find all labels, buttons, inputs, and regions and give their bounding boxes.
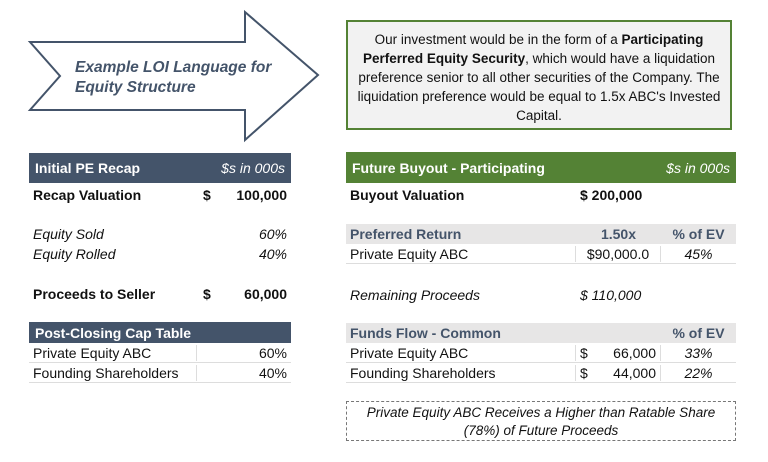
label: Funds Flow - Common <box>350 325 501 341</box>
equity-sold-row <box>29 224 291 244</box>
value: 40% <box>258 246 287 262</box>
loi-callout <box>346 20 732 130</box>
label: Buyout Valuation <box>350 187 465 203</box>
pct-header: % of EV <box>672 226 725 242</box>
callout-text-2: , which would have a liquidation preference senior to all other securities of the Company. The liquidation preference would be equal to 1.5x ABC's Invested Capital. <box>357 51 721 123</box>
currency: $ <box>580 364 588 381</box>
currency: $ <box>203 286 211 302</box>
label: Equity Sold <box>33 226 104 242</box>
header-title: Post-Closing Cap Table <box>35 324 192 341</box>
currency: $ <box>580 344 588 361</box>
table-row <box>346 363 736 383</box>
preferred-return-header <box>346 224 736 244</box>
pct: 33% <box>684 344 713 361</box>
cap-table <box>29 322 291 383</box>
table-row <box>346 244 736 264</box>
label: Equity Rolled <box>33 246 116 262</box>
ratable-share-note: Private Equity ABC Receives a Higher than Ratable Share (78%) of Future Proceeds <box>346 401 736 441</box>
name: Private Equity ABC <box>346 345 576 361</box>
recap-header <box>29 153 291 183</box>
buyout-header <box>346 152 736 183</box>
name: Private Equity ABC <box>29 345 197 361</box>
value: 60% <box>258 226 287 242</box>
future-buyout <box>346 152 736 305</box>
name: Founding Shareholders <box>346 365 576 381</box>
pct: 22% <box>684 364 713 381</box>
arrow-label: Example LOI Language for Equity Structure <box>75 59 272 96</box>
proceeds-row <box>29 284 291 304</box>
cap-table-header <box>29 322 291 343</box>
initial-pe-recap <box>29 153 291 304</box>
funds-flow-header <box>346 323 736 343</box>
header-title: Initial PE Recap <box>35 160 141 176</box>
multiple: 1.50x <box>600 226 637 242</box>
label: Preferred Return <box>350 226 462 242</box>
value: 100,000 <box>236 187 287 203</box>
label: Remaining Proceeds <box>350 287 480 303</box>
units: $s in 000s <box>221 160 285 176</box>
pct: 40% <box>258 364 287 381</box>
buyout-valuation-row <box>346 185 736 205</box>
pct: 45% <box>684 245 713 262</box>
recap-valuation-row <box>29 185 291 205</box>
currency: $ <box>203 187 211 203</box>
value: $ 110,000 <box>580 287 642 303</box>
label: Recap Valuation <box>33 187 142 203</box>
value: 66,000 <box>596 345 661 361</box>
value: 44,000 <box>596 365 661 381</box>
callout-text: Our investment would be in the form of a <box>374 32 622 47</box>
equity-rolled-row <box>29 244 291 264</box>
name: Founding Shareholders <box>29 365 197 381</box>
units: $s in 000s <box>666 159 730 176</box>
callout-bold: Participating Perferred Equity Security <box>363 32 704 66</box>
table-row <box>29 363 291 383</box>
pct-header: % of EV <box>672 325 725 341</box>
label: Proceeds to Seller <box>33 286 156 302</box>
pct: 60% <box>258 344 287 361</box>
funds-flow-common <box>346 323 736 383</box>
value: $ 200,000 <box>580 187 643 203</box>
table-row <box>346 343 736 363</box>
value: 60,000 <box>244 286 287 302</box>
remaining-proceeds-row <box>346 285 736 305</box>
header-title: Future Buyout - Participating <box>352 159 545 176</box>
name: Private Equity ABC <box>346 246 576 262</box>
value: $90,000.0 <box>576 246 661 262</box>
table-row <box>29 343 291 363</box>
